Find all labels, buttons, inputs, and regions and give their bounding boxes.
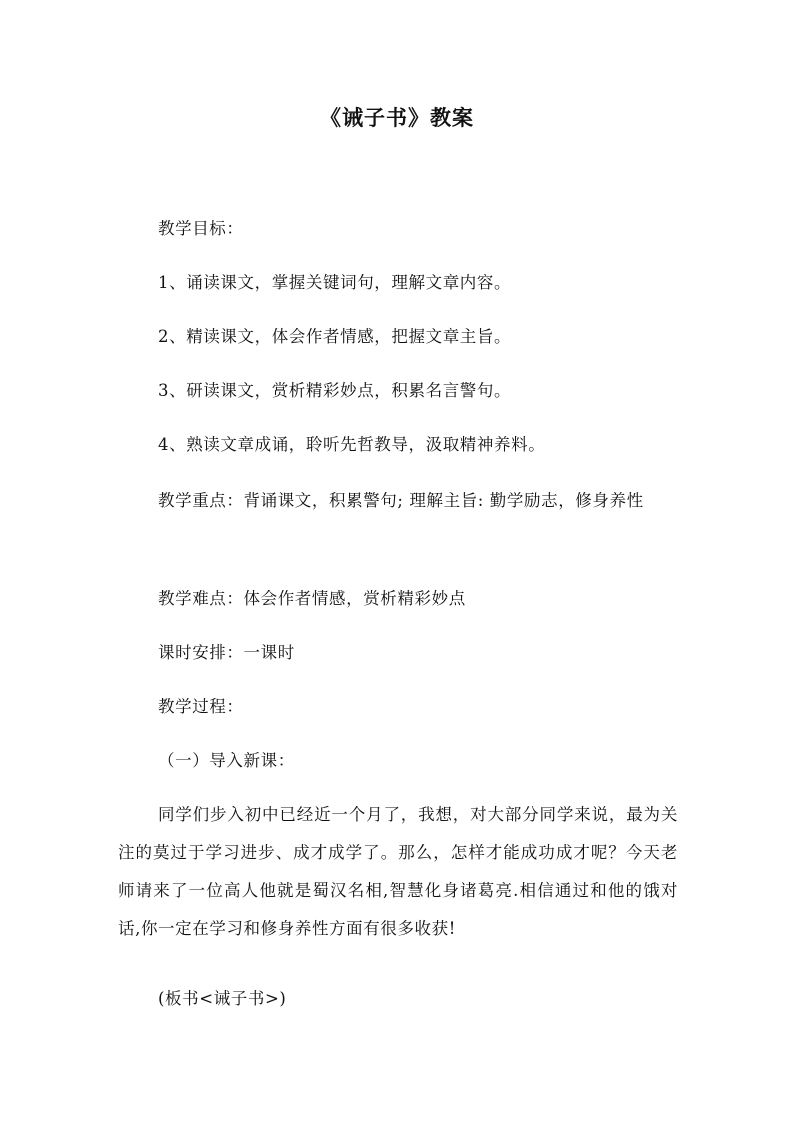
schedule-paragraph: 课时安排：一课时 bbox=[158, 643, 295, 662]
objective-item-4: 4、熟读文章成诵，聆听先哲教导，汲取精神养料。 bbox=[158, 435, 546, 454]
key-points-paragraph: 教学重点：背诵课文，积累警句; 理解主旨: 勤学励志，修身养性 bbox=[158, 491, 644, 510]
objective-item-3: 3、研读课文，赏析精彩妙点，积累名言警句。 bbox=[158, 381, 512, 400]
difficult-points-paragraph: 教学难点：体会作者情感，赏析精彩妙点 bbox=[158, 589, 466, 608]
objective-item-2: 2、精读课文，体会作者情感，把握文章主旨。 bbox=[158, 327, 512, 346]
board-note-paragraph: (板书<诫子书>) bbox=[158, 989, 287, 1008]
intro-paragraph: 同学们步入初中已经近一个月了，我想，对大部分同学来说，最为关注的莫过于学习进步、成才成学了。那么，怎样才能成功成才呢？今天老师请来了一位高人他就是蜀汉名相,智慧化身诸葛亮.相信通过和他的饿对话,你一定在学习和修身养性方面有很多收获! bbox=[118, 805, 678, 938]
document-title: 《诫子书》教案 bbox=[320, 105, 474, 130]
subsection-heading-intro: （一）导入新课： bbox=[158, 751, 295, 770]
objective-item-1: 1、诵读课文，掌握关键词句，理解文章内容。 bbox=[158, 273, 512, 292]
section-heading-objectives: 教学目标： bbox=[158, 219, 244, 238]
section-heading-process: 教学过程： bbox=[158, 697, 244, 716]
